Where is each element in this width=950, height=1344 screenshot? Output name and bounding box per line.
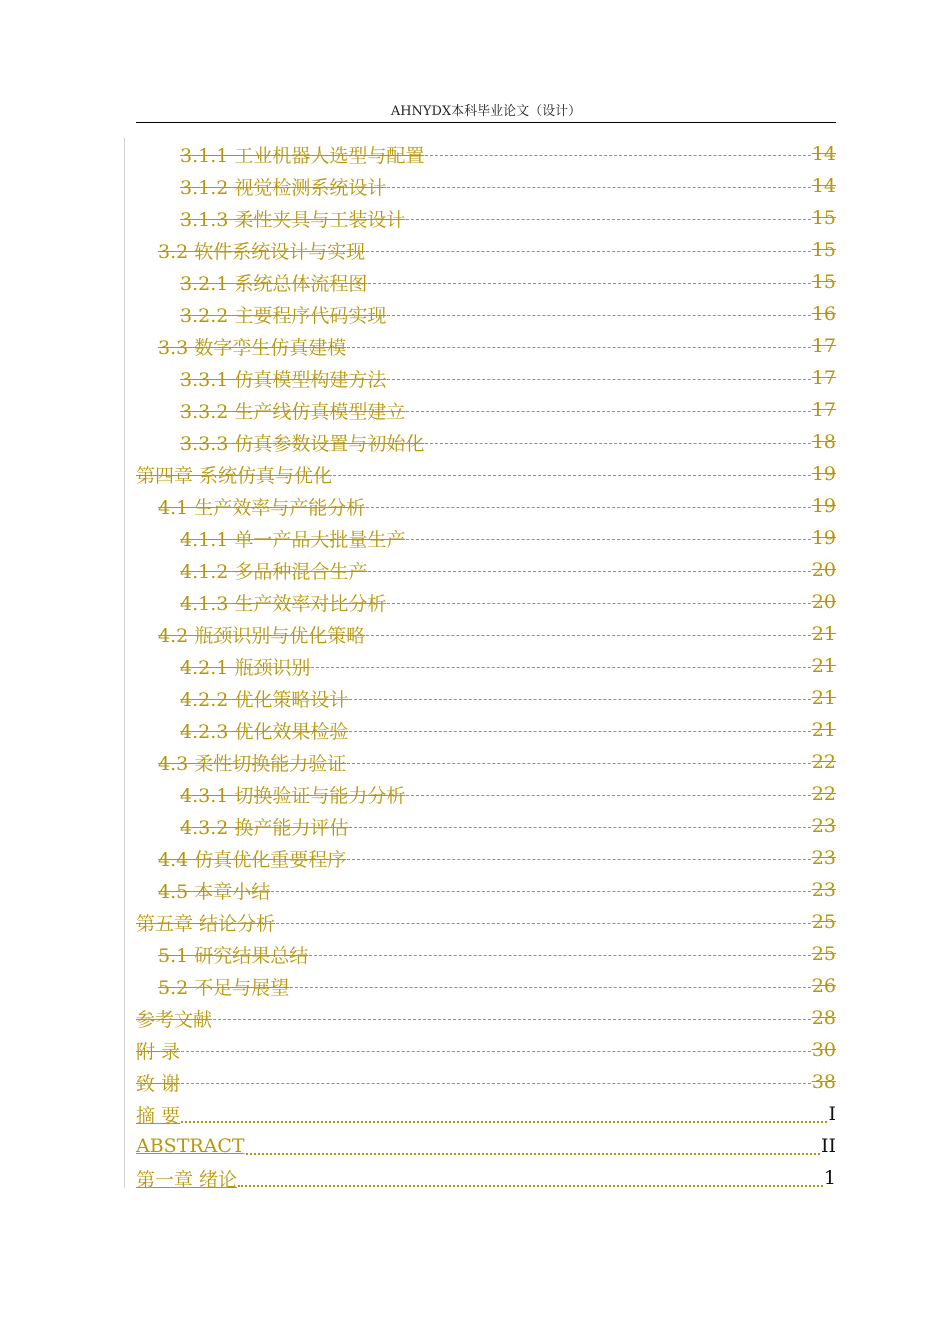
toc-entry[interactable] xyxy=(136,682,836,714)
toc-entry[interactable] xyxy=(136,394,836,426)
toc-entry-page: 19 xyxy=(811,495,836,517)
toc-entry-title: 4.1.1 单一产品大批量生产 xyxy=(180,528,406,551)
toc-leader xyxy=(290,987,811,988)
toc-entry-page: 19 xyxy=(811,527,836,549)
toc-entry[interactable] xyxy=(136,938,836,970)
toc-entry-title: 4.1.2 多品种混合生产 xyxy=(180,560,368,583)
toc-leader xyxy=(406,795,810,796)
toc-entry-page: 21 xyxy=(811,687,836,709)
toc-entry-page: 17 xyxy=(811,367,836,389)
toc-entry-title: 3.1.3 柔性夹具与工装设计 xyxy=(180,208,406,231)
toc-leader xyxy=(349,827,810,828)
toc-entry-page: 30 xyxy=(811,1039,836,1061)
toc-entry-title: 3.3 数字孪生仿真建模 xyxy=(158,336,347,359)
toc-entry[interactable] xyxy=(136,810,836,842)
toc-leader xyxy=(333,475,811,476)
toc-entry[interactable] xyxy=(136,1098,836,1130)
toc-entry[interactable] xyxy=(136,906,836,938)
toc-leader xyxy=(425,155,810,156)
toc-entry[interactable] xyxy=(136,618,836,650)
toc-entry-title: 3.1.1 工业机器人选型与配置 xyxy=(180,144,425,167)
toc-entry-title: 4.2.2 优化策略设计 xyxy=(180,688,349,711)
toc-entry[interactable] xyxy=(136,458,836,490)
toc-entry-page: 28 xyxy=(811,1007,836,1029)
toc-leader xyxy=(366,507,811,508)
toc-leader xyxy=(347,859,811,860)
toc-entry[interactable] xyxy=(136,1066,836,1098)
toc-entry-page: II xyxy=(820,1135,836,1157)
toc-entry-title: 第一章 绪论 xyxy=(136,1168,238,1191)
toc-entry-page: 15 xyxy=(811,271,836,293)
toc-entry[interactable] xyxy=(136,1162,836,1194)
toc-entry-page: 20 xyxy=(811,591,836,613)
toc-leader xyxy=(366,251,811,252)
page-header xyxy=(136,102,836,123)
toc-leader xyxy=(349,731,810,732)
toc-leader xyxy=(311,667,810,668)
toc-entry-page: 21 xyxy=(811,655,836,677)
toc-entry-page: 25 xyxy=(811,911,836,933)
toc-entry[interactable] xyxy=(136,586,836,618)
toc-entry-title: 3.3.3 仿真参数设置与初始化 xyxy=(180,432,425,455)
toc-entry-page: 21 xyxy=(811,719,836,741)
toc-entry[interactable] xyxy=(136,298,836,330)
toc-leader xyxy=(181,1083,811,1084)
toc-entry-page: 22 xyxy=(811,751,836,773)
toc-entry-title: 4.3 柔性切换能力验证 xyxy=(158,752,347,775)
toc-entry[interactable] xyxy=(136,522,836,554)
toc-entry-title: 3.3.1 仿真模型构建方法 xyxy=(180,368,387,391)
toc-leader xyxy=(271,891,811,892)
toc-entry[interactable] xyxy=(136,970,836,1002)
change-bar xyxy=(124,138,125,1188)
toc-leader xyxy=(387,379,810,380)
toc-entry-page: 17 xyxy=(811,399,836,421)
toc-entry[interactable] xyxy=(136,202,836,234)
toc-entry[interactable] xyxy=(136,650,836,682)
toc-entry-page: 23 xyxy=(811,815,836,837)
toc-entry-title: 4.1.3 生产效率对比分析 xyxy=(180,592,387,615)
toc-entry-title: 4.3.1 切换验证与能力分析 xyxy=(180,784,406,807)
toc-entry-page: 26 xyxy=(811,975,836,997)
toc-leader xyxy=(387,603,810,604)
toc-entry-page: 23 xyxy=(811,879,836,901)
toc-leader xyxy=(368,283,810,284)
toc-entry-title: 4.2 瓶颈识别与优化策略 xyxy=(158,624,366,647)
toc-entry-title: 4.3.2 换产能力评估 xyxy=(180,816,349,839)
toc-entry-title: 4.1 生产效率与产能分析 xyxy=(158,496,366,519)
toc-entry-title: 摘 要 xyxy=(136,1104,181,1127)
header-text: AHNYDX本科毕业论文（设计） xyxy=(390,104,582,119)
toc-leader xyxy=(425,443,810,444)
toc-entry[interactable] xyxy=(136,490,836,522)
toc-entry[interactable] xyxy=(136,170,836,202)
toc-leader xyxy=(406,411,810,412)
toc-entry-title: 4.2.1 瓶颈识别 xyxy=(180,656,311,679)
toc-entry[interactable] xyxy=(136,778,836,810)
toc-entry[interactable] xyxy=(136,234,836,266)
toc-leader xyxy=(238,1185,823,1187)
toc-entry-page: 17 xyxy=(811,335,836,357)
toc-entry-title: 致 谢 xyxy=(136,1072,181,1095)
toc-entry-title: 3.2.2 主要程序代码实现 xyxy=(180,304,387,327)
toc-entry-title: 3.2.1 系统总体流程图 xyxy=(180,272,368,295)
toc-leader xyxy=(213,1019,811,1020)
toc-entry-page: 15 xyxy=(811,207,836,229)
table-of-contents xyxy=(136,138,836,1194)
toc-leader xyxy=(276,923,811,924)
toc-leader xyxy=(387,315,810,316)
toc-entry[interactable] xyxy=(136,330,836,362)
toc-entry-title: 5.2 不足与展望 xyxy=(158,976,290,999)
toc-entry-title: 4.4 仿真优化重要程序 xyxy=(158,848,347,871)
toc-entry-title: 第五章 结论分析 xyxy=(136,912,276,935)
toc-entry-page: 14 xyxy=(811,143,836,165)
toc-entry-page: 16 xyxy=(811,303,836,325)
toc-leader xyxy=(309,955,811,956)
toc-entry-title: 第四章 系统仿真与优化 xyxy=(136,464,333,487)
toc-entry-page: 14 xyxy=(811,175,836,197)
toc-leader xyxy=(181,1121,827,1123)
toc-entry[interactable] xyxy=(136,842,836,874)
toc-entry-page: 20 xyxy=(811,559,836,581)
toc-entry[interactable] xyxy=(136,426,836,458)
toc-leader xyxy=(347,763,811,764)
toc-leader xyxy=(349,699,810,700)
toc-entry-title: 4.5 本章小结 xyxy=(158,880,271,903)
toc-leader xyxy=(406,219,810,220)
toc-entry[interactable] xyxy=(136,1034,836,1066)
toc-entry[interactable] xyxy=(136,1130,836,1162)
toc-leader xyxy=(246,1153,820,1155)
toc-entry[interactable] xyxy=(136,1002,836,1034)
toc-entry-page: 15 xyxy=(811,239,836,261)
toc-entry[interactable] xyxy=(136,362,836,394)
toc-entry-page: I xyxy=(828,1103,836,1125)
toc-leader xyxy=(368,571,810,572)
toc-entry-page: 23 xyxy=(811,847,836,869)
toc-entry-title: 3.3.2 生产线仿真模型建立 xyxy=(180,400,406,423)
toc-entry[interactable] xyxy=(136,746,836,778)
toc-leader xyxy=(181,1051,811,1052)
toc-entry-title: 3.1.2 视觉检测系统设计 xyxy=(180,176,387,199)
toc-entry-title: 3.2 软件系统设计与实现 xyxy=(158,240,366,263)
toc-entry-title: 参考文献 xyxy=(136,1008,213,1031)
toc-entry[interactable] xyxy=(136,874,836,906)
toc-leader xyxy=(406,539,810,540)
toc-entry-title: 附 录 xyxy=(136,1040,181,1063)
toc-entry[interactable] xyxy=(136,138,836,170)
toc-entry-page: 1 xyxy=(823,1167,836,1189)
toc-leader xyxy=(387,187,810,188)
toc-entry-page: 18 xyxy=(811,431,836,453)
toc-entry[interactable] xyxy=(136,714,836,746)
toc-leader xyxy=(366,635,811,636)
toc-leader xyxy=(347,347,811,348)
toc-entry[interactable] xyxy=(136,554,836,586)
toc-entry-title: 5.1 研究结果总结 xyxy=(158,944,309,967)
toc-entry-title: ABSTRACT xyxy=(136,1135,245,1157)
toc-entry-page: 25 xyxy=(811,943,836,965)
toc-entry-page: 38 xyxy=(811,1071,836,1093)
toc-entry-page: 21 xyxy=(811,623,836,645)
toc-entry-page: 19 xyxy=(811,463,836,485)
toc-entry-title: 4.2.3 优化效果检验 xyxy=(180,720,349,743)
toc-entry-page: 22 xyxy=(811,783,836,805)
toc-entry[interactable] xyxy=(136,266,836,298)
